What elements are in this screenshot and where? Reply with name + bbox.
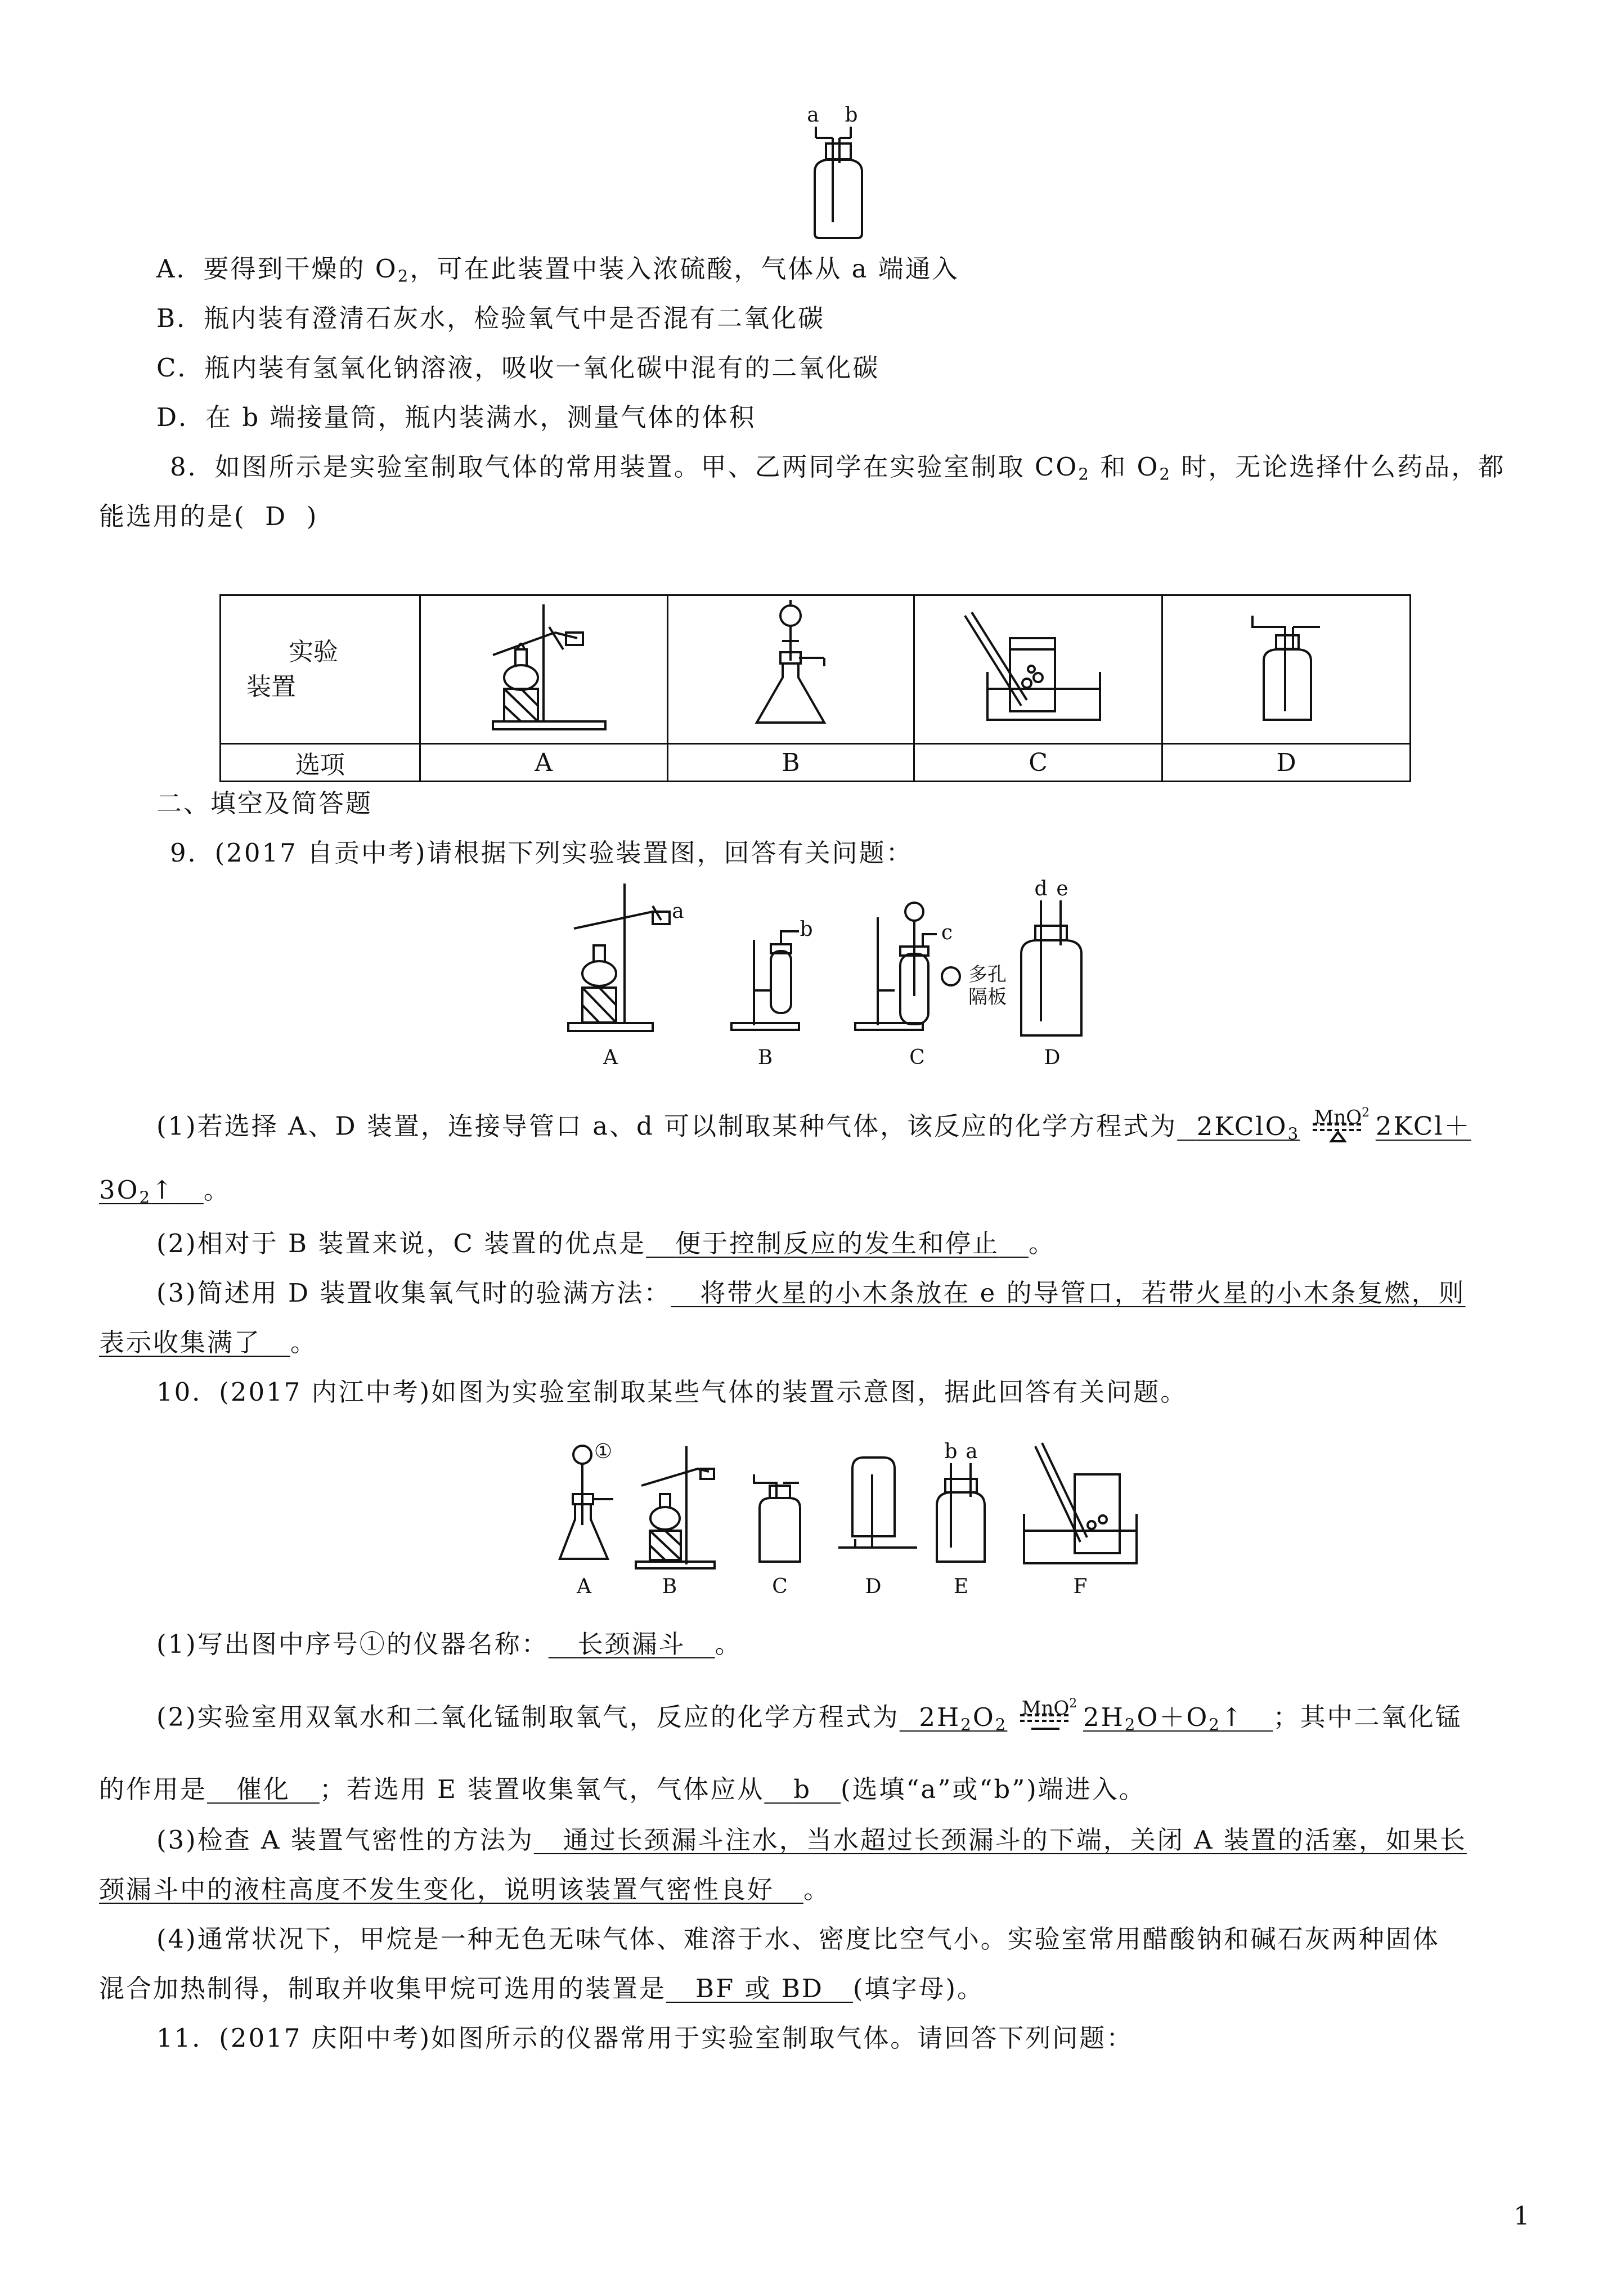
fig9-label-c: c [941,921,953,944]
q9-part3-line1: (3)简述用 D 装置收集氧气时的验满方法： 将带火星的小木条放在 e 的导管口，若带火星的小木条复燃，则 [156,1278,1466,1308]
q10-answer-3a: 通过长颈漏斗注水，当水超过长颈漏斗的下端，关闭 A 装置的活塞，如果长 [563,1825,1467,1855]
q9-figure [563,878,1137,1086]
q9-answer-equation-left: 2KClO$_3$ [1196,1111,1300,1143]
option-label-d: D [1162,744,1410,782]
q9-part3-line2: 表示收集满了 。 [99,1328,317,1357]
q10-part2-line2: 的作用是 催化 ；若选用 E 装置收集氧气，气体应从 b (选填“a”或“b”)端进入。 [99,1774,1146,1804]
port-label-b: b [845,104,858,127]
port-label-a: a [807,104,819,127]
fig9-caption-c: C [909,1046,925,1069]
q10-answer-3b: 颈漏斗中的液柱高度不发生变化，说明该装置气密性良好 [99,1875,775,1904]
fig10-caption-e: E [953,1575,969,1598]
q9-answer-3a: 将带火星的小木条放在 e 的导管口，若带火星的小木条复燃，则 [700,1278,1466,1308]
q8-stem-line2: 能选用的是( D ) [99,501,318,531]
gas-bottle-drawing [1241,604,1331,728]
q10-figure [557,1441,1193,1609]
apparatus-a-cell [420,595,667,744]
q7-option-a: A．要得到干燥的 $O_2$，可在此装置中装入浓硫酸，气体从 a 端通入 [156,254,959,286]
fig9-caption-a: A [603,1046,618,1069]
q8-apparatus-table [219,594,1411,782]
section-heading: 二、填空及简答题 [156,788,373,818]
table-header-cell: 实验 装置 [221,595,420,744]
fig9-caption-d: D [1044,1046,1061,1069]
q10-answer-1: 长颈漏斗 [577,1629,686,1659]
q9-answer-2: 便于控制反应的发生和停止 [675,1228,1000,1258]
q10-answer-4: BF 或 BD [695,1974,824,2003]
fig10-caption-a: A [577,1575,591,1598]
fig9-label-a: a [672,900,684,923]
fig10-label-a: a [966,1440,978,1463]
apparatus-d-cell [1162,595,1410,744]
q9-answer-equation-tail: $3O_2↑$ [99,1175,174,1207]
q10-part2-line1: (2)实验室用双氧水和二氧化锰制取氧气，反应的化学方程式为 $2H_2O_2$ MnO$^2$ $2H_2O+O_2↑$ ；其中二氧化锰 [156,1699,1462,1741]
q9-answer-3b: 表示收集满了 [99,1328,262,1357]
fig9-label-d: d [1034,877,1048,900]
q10-part4-line2: 混合加热制得，制取并收集甲烷可选用的装置是 BF 或 BD (填字母)。 [99,1974,985,2003]
fig9-label-b: b [800,918,813,941]
q10-answer-equation-right: $2H_2O+O_2↑$ [1083,1702,1244,1734]
option-label-b: B [667,744,914,782]
q9-part1-line2: $3O_2↑$ 。 [99,1175,231,1207]
q10-answer-2c: b [793,1774,812,1804]
option-label-a: A [420,744,667,782]
fig9-plate-label-2: 隔板 [968,986,1007,1008]
fig9-caption-b: B [757,1046,773,1069]
q10-title: 10．(2017 内江中考)如图为实验室制取某些气体的装置示意图，据此回答有关问题。 [156,1377,1188,1407]
water-collection-drawing [954,604,1122,728]
q8-stem-line1: 8．如图所示是实验室制取气体的常用装置。甲、乙两同学在实验室制取 $CO_2$ 和 $O_2$ 时，无论选择什么药品，都 [170,452,1506,484]
fig10-label-b: b [944,1440,958,1463]
gas-bottle-figure-top [799,101,878,242]
q7-option-d: D．在 b 端接量筒，瓶内装满水，测量气体的体积 [156,402,756,432]
q8-answer: D [265,501,288,531]
q10-part3-line2: 颈漏斗中的液柱高度不发生变化，说明该装置气密性良好 。 [99,1875,830,1904]
q11-title: 11．(2017 庆阳中考)如图所示的仪器常用于实验室制取气体。请回答下列问题： [156,2023,1134,2053]
separatory-funnel-flask-drawing [734,599,847,734]
q9-part1-line1: (1)若选择 A、D 装置，连接导管口 a、d 可以制取某种气体，该反应的化学方程式为 2KClO$_3$ MnO$^2$ 2KCl＋ [156,1109,1471,1150]
page-number: 1 [1514,2201,1532,2231]
fig9-label-e: e [1056,877,1068,900]
apparatus-c-cell [914,595,1162,744]
reaction-condition: MnO$^2$ [1310,1109,1366,1148]
q10-part1: (1)写出图中序号①的仪器名称： 长颈漏斗 。 [156,1629,742,1659]
q10-answer-2b: 催化 [236,1774,290,1804]
option-label-c: C [914,744,1162,782]
q7-option-b: B．瓶内装有澄清石灰水，检验氧气中是否混有二氧化碳 [156,303,825,333]
heating-apparatus-drawing [470,599,617,734]
fig10-caption-f: F [1073,1575,1088,1598]
q9-part2: (2)相对于 B 装置来说，C 装置的优点是 便于控制反应的发生和停止 。 [156,1228,1056,1258]
fig9-plate-label-1: 多孔 [968,963,1007,986]
reaction-condition-2: MnO$^2$ [1021,1697,1077,1720]
apparatus-b-cell [667,595,914,744]
q9-title: 9．(2017 自贡中考)请根据下列实验装置图，回答有关问题： [170,838,913,868]
fig10-caption-b: B [662,1575,677,1598]
q10-part4-line1: (4)通常状况下，甲烷是一种无色无味气体、难溶于水、密度比空气小。实验室常用醋酸钠和碱石灰两种固体 [156,1924,1440,1954]
q10-part3-line1: (3)检查 A 装置气密性的方法为 通过长颈漏斗注水，当水超过长颈漏斗的下端，关闭 A 装置的活塞，如果长 [156,1825,1467,1855]
q7-option-c: C．瓶内装有氢氧化钠溶液，吸收一氧化碳中混有的二氧化碳 [156,353,880,383]
fig10-caption-c: C [772,1575,788,1598]
fig10-caption-d: D [865,1575,882,1598]
fig10-label-circled-1: ① [594,1440,613,1463]
table-row-label: 选项 [221,744,420,782]
q10-answer-equation-left: $2H_2O_2$ [919,1702,1008,1734]
q9-answer-equation-right: 2KCl＋ [1375,1111,1471,1141]
